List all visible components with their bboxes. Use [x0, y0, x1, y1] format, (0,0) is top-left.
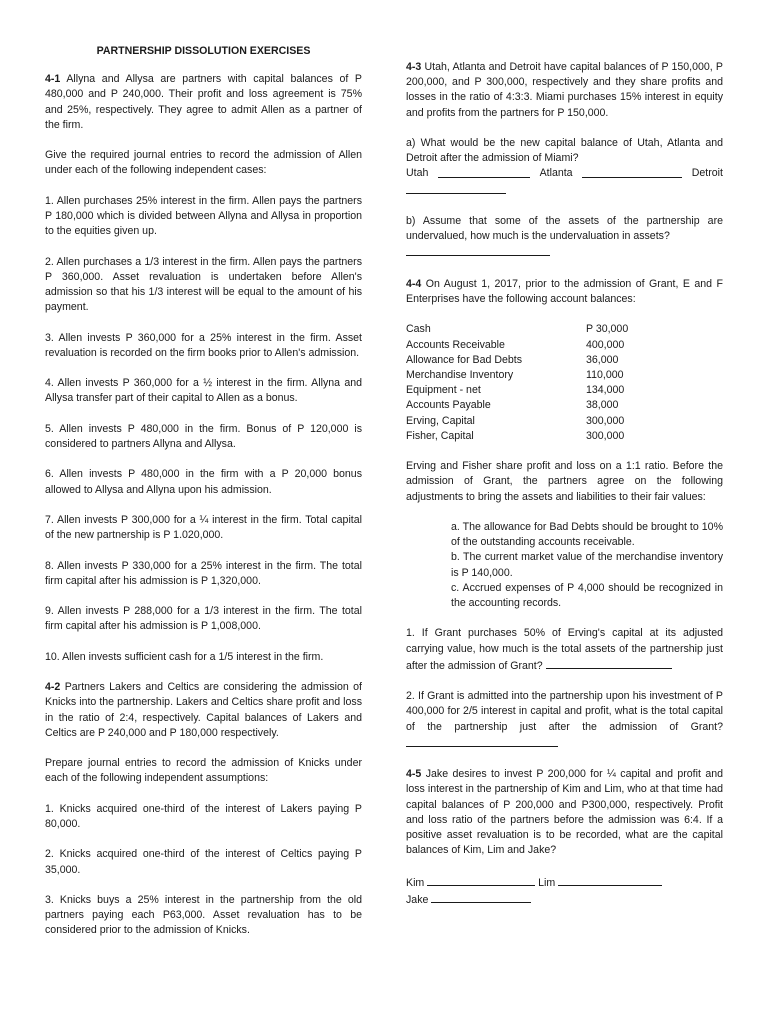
exercise-number: 4-2 [45, 681, 61, 694]
answer-label-jake: Jake [406, 893, 429, 906]
exercise-4-4-adjust-intro: Erving and Fisher share profit and loss on a 1:1 ratio. Before the admission of Grant, the partners agree on the following adjustments to bring the assets and liabilities to their fair values: [406, 460, 723, 503]
exercise-4-1-instruction: Give the required journal entries to record the admission of Allen under each of the following independent cases: [45, 149, 362, 177]
exercise-4-1-item: 5. Allen invests P 480,000 in the firm. Bonus of P 120,000 is considered to partners Allyna and Allysa. [45, 422, 362, 450]
exercise-4-1-item: 9. Allen invests P 288,000 for a 1/3 interest in the firm. The total firm capital after his admission is P 1,008,000. [45, 605, 362, 633]
answer-label-lim: Lim [538, 876, 556, 889]
exercise-4-1-item: 4. Allen invests P 360,000 for a ½ interest in the firm. Allyna and Allysa transfer part of their capital to Allen as a bonus. [45, 377, 362, 405]
exercise-4-3-question-a: a) What would be the new capital balance of Utah, Atlanta and Detroit after the admission of Miami? [406, 137, 723, 165]
exercise-4-3-answer-row [406, 166, 723, 181]
account-row: Accounts Receivable 400,000 [406, 338, 625, 351]
exercise-4-2-item: 3. Knicks buys a 25% interest in the partnership from the old partners paying each P63,000. Asset revaluation has to be considered prior to the admission of Knicks. [45, 893, 362, 937]
exercise-4-1-item: 3. Allen invests P 360,000 for a 25% interest in the firm. Asset revaluation is recorded on the firm books prior to Allen's admission. [45, 331, 362, 359]
account-balances-list [406, 322, 723, 444]
adjustment-item: a. The allowance for Bad Debts should be brought to 10% of the outstanding accounts receivable. [451, 521, 723, 549]
exercise-4-1-item: 6. Allen invests P 480,000 in the firm with a P 20,000 bonus allowed to Allysa and Allyna upon his admission. [45, 468, 362, 496]
answer-blank-utah[interactable] [438, 166, 530, 178]
exercise-4-4-intro: 4-4 On August 1, 2017, prior to the admission of Grant, E and F Enterprises have the following account balances: [406, 277, 723, 305]
exercise-number: 4-4 [406, 277, 422, 290]
account-row: Cash P 30,000 [406, 323, 629, 336]
account-row: Allowance for Bad Debts 36,000 [406, 353, 619, 366]
answer-blank-lim[interactable] [558, 874, 662, 886]
exercise-4-5-intro: 4-5 Jake desires to invest P 200,000 for ¼ capital and profit and loss interest in the partnership of Kim and Lim, who at that time had capital balances of P 200,000 and P300,000, respectively. Profit and loss ratio of the partners before the admission was 6:4. If a positive asset revaluation is to be recorded, what are the capital balances of Kim, Lim and Jake? [406, 768, 723, 857]
exercise-4-5-answer-row [406, 874, 723, 891]
account-row: Merchandise Inventory 110,000 [406, 369, 624, 381]
account-row: Fisher, Capital 300,000 [406, 429, 625, 442]
exercise-4-3-intro: 4-3 Utah, Atlanta and Detroit have capital balances of P 150,000, P 200,000, and P 300,000, respectively and they share profits and losses in the ratio of 4:3:3. Miami purchases 15% interest in equity and profits from the partners for P 150,000. [406, 61, 723, 119]
exercise-4-5-jake-row [406, 891, 723, 908]
answer-blank-undervaluation[interactable] [406, 244, 550, 256]
exercise-4-1-item: 2. Allen purchases a 1/3 interest in the firm. Allen pays the partners P 360,000. Asset revaluation is undertaken before Allen's admission so that his 1/3 interest will be equal to the amount of his payment. [45, 255, 362, 314]
page-title: PARTNERSHIP DISSOLUTION EXERCISES [96, 45, 311, 57]
exercise-4-4-question-1: 1. If Grant purchases 50% of Erving's capital at its adjusted carrying value, how much is the total assets of the partnership just after the admission of Grant? [406, 627, 723, 672]
account-row: Erving, Capital 300,000 [406, 414, 625, 427]
answer-label-utah: Utah [406, 167, 429, 180]
exercise-4-3-question-b: b) Assume that some of the assets of the partnership are undervalued, how much is the undervaluation in assets? [406, 215, 723, 243]
exercise-4-1-item: 10. Allen invests sufficient cash for a 1/5 interest in the firm. [45, 650, 324, 663]
account-row: Accounts Payable 38,000 [406, 399, 619, 412]
exercise-4-2-intro: 4-2 Partners Lakers and Celtics are considering the admission of Knicks into the partnership. Lakers and Celtics share profit and loss in the ratio of 2:4, respectively. Capital balances of Lakers and Celtics are P 240,000 and P 180,000 respectively. [45, 681, 362, 739]
exercise-4-2-item: 2. Knicks acquired one-third of the interest of Celtics paying P 35,000. [45, 848, 362, 876]
answer-blank-kim[interactable] [427, 874, 535, 886]
adjustments-list [406, 520, 723, 611]
exercise-number: 4-1 [45, 73, 61, 86]
exercise-number: 4-5 [406, 768, 422, 781]
adjustment-item: b. The current market value of the merchandise inventory is P 140,000. [451, 551, 723, 579]
right-column [406, 60, 723, 908]
left-column [45, 44, 362, 939]
exercise-4-3-b-blank-row [406, 244, 723, 261]
account-row: Equipment - net 134,000 [406, 384, 625, 397]
exercise-number: 4-3 [406, 61, 422, 73]
answer-label-atlanta: Atlanta [539, 167, 573, 180]
exercise-4-2-instruction: Prepare journal entries to record the admission of Knicks under each of the following independent assumptions: [45, 757, 362, 785]
answer-blank-atlanta[interactable] [582, 166, 682, 178]
exercise-4-1-intro: 4-1 Allyna and Allysa are partners with capital balances of P 480,000 and P 240,000. Their profit and loss agreement is 75% and 25%, respectively. They agree to admit Allen as a partner of the firm. [45, 73, 362, 131]
answer-blank-total-assets[interactable] [546, 657, 672, 669]
exercise-4-1-item: 7. Allen invests P 300,000 for a ¼ interest in the firm. Total capital of the new partnership is P 1.020,000. [45, 513, 362, 542]
answer-label-kim: Kim [406, 876, 425, 889]
answer-label-detroit: Detroit [691, 167, 723, 180]
answer-blank-total-capital[interactable] [406, 735, 558, 747]
exercise-4-3-detroit-blank-row [406, 182, 723, 199]
exercise-4-1-item: 8. Allen invests P 330,000 for a 25% interest in the firm. The total firm capital after his admission is P 1,320,000. [45, 559, 362, 587]
answer-blank-jake[interactable] [431, 891, 531, 903]
adjustment-item: c. Accrued expenses of P 4,000 should be recognized in the accounting records. [451, 581, 723, 610]
answer-blank-detroit[interactable] [406, 182, 506, 194]
exercise-4-1-item: 1. Allen purchases 25% interest in the firm. Allen pays the partners P 180,000 which is divided between Allyna and Allysa in proportion to the equities given up. [45, 194, 362, 238]
exercise-4-4-question-2: 2. If Grant is admitted into the partnership upon his investment of P 400,000 for 2/5 interest in capital and profit, what is the total capital of the partnership just after the admission of Grant? [406, 689, 723, 752]
exercise-4-2-item: 1. Knicks acquired one-third of the interest of Lakers paying P 80,000. [45, 802, 362, 830]
